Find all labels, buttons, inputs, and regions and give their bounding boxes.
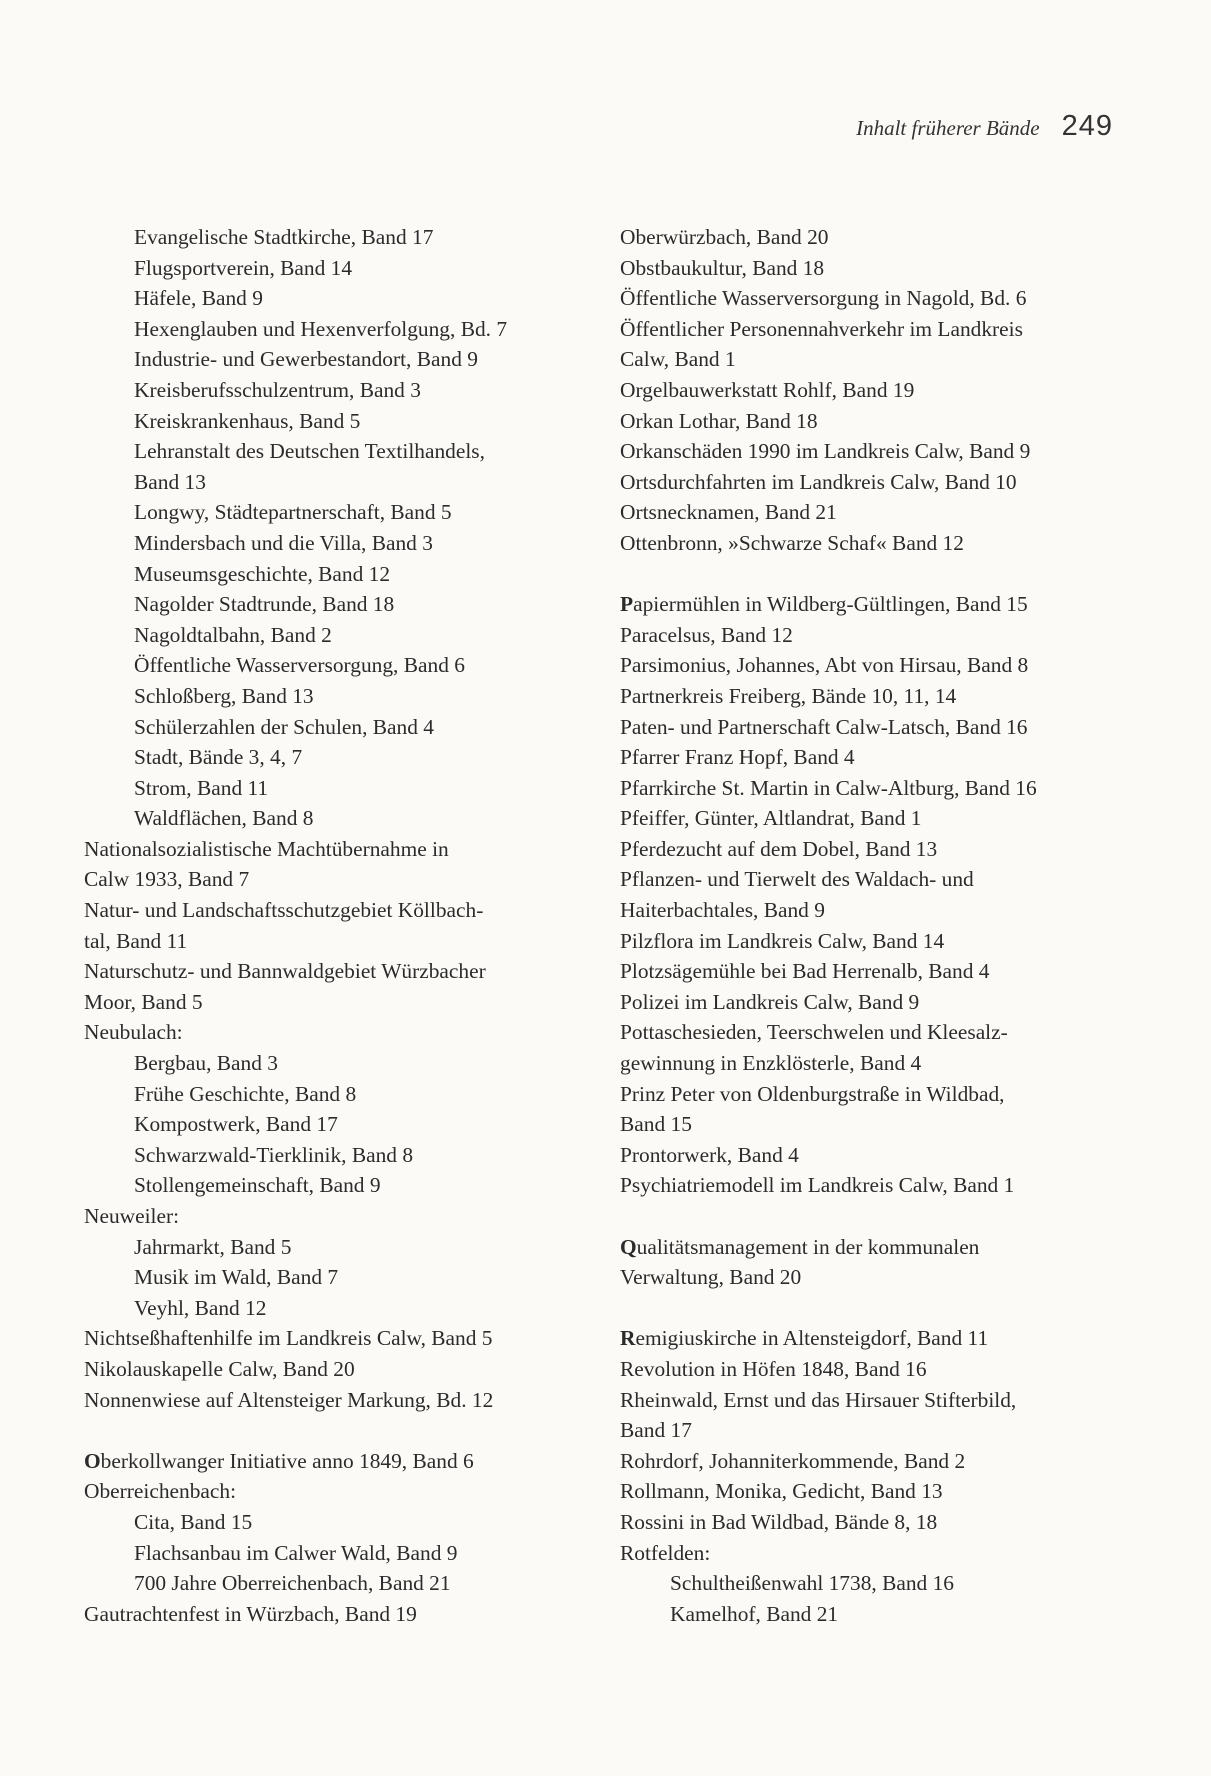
index-subentry [84, 314, 594, 345]
entry-text: Hexenglauben und Hexenverfolgung, Bd. 7 [134, 316, 508, 341]
index-subentry [84, 436, 594, 467]
entry-text: Nagolder Stadtrunde, Band 18 [134, 592, 395, 617]
index-entry [84, 1323, 594, 1354]
index-subentry [84, 1507, 594, 1538]
entry-text: Pilzflora im Landkreis Calw, Band 14 [620, 928, 945, 953]
index-subentry [84, 1568, 594, 1599]
index-entry [620, 1507, 1140, 1538]
entry-text: Kreiskrankenhaus, Band 5 [134, 408, 361, 433]
index-subentry [84, 406, 594, 437]
entry-text: Pferdezucht auf dem Dobel, Band 13 [620, 836, 938, 861]
section-gap [84, 1415, 594, 1446]
index-entry [620, 375, 1140, 406]
entry-text: Kamelhof, Band 21 [670, 1601, 839, 1626]
entry-text: Flachsanbau im Calwer Wald, Band 9 [134, 1540, 458, 1565]
section-initial-letter: Q [620, 1234, 637, 1259]
index-subentry [84, 620, 594, 651]
index-entry [620, 926, 1140, 957]
entry-text: Nagoldtalbahn, Band 2 [134, 622, 332, 647]
entry-text: Veyhl, Band 12 [134, 1295, 267, 1320]
index-entry [620, 1140, 1140, 1171]
index-entry [84, 1017, 594, 1048]
entry-text: Kreisberufsschulzentrum, Band 3 [134, 377, 421, 402]
index-entry [84, 926, 594, 957]
index-subentry [84, 1048, 594, 1079]
entry-text: Paracelsus, Band 12 [620, 622, 793, 647]
running-title: Inhalt früherer Bände [856, 116, 1040, 140]
index-entry [84, 895, 594, 926]
entry-text: Longwy, Städtepartnerschaft, Band 5 [134, 500, 452, 525]
entry-text: Ortsdurchfahrten im Landkreis Calw, Band 10 [620, 469, 1017, 494]
index-entry [620, 803, 1140, 834]
entry-text: Nichtseßhaftenhilfe im Landkreis Calw, Band 5 [84, 1326, 493, 1351]
entry-text: Prinz Peter von Oldenburgstraße in Wildbad, [620, 1081, 1005, 1106]
entry-text: Psychiatriemodell im Landkreis Calw, Band 1 [620, 1173, 1015, 1198]
entry-text: Revolution in Höfen 1848, Band 16 [620, 1356, 927, 1381]
entry-text: Nonnenwiese auf Altensteiger Markung, Bd. 12 [84, 1387, 494, 1412]
index-entry [620, 1262, 1140, 1293]
entry-text: Pfarrer Franz Hopf, Band 4 [620, 745, 855, 770]
entry-text: Rheinwald, Ernst und das Hirsauer Stifterbild, [620, 1387, 1017, 1412]
index-subentry [84, 589, 594, 620]
index-entry [620, 712, 1140, 743]
index-entry [620, 1354, 1140, 1385]
entry-text: Calw, Band 1 [620, 347, 736, 372]
entry-text: Mindersbach und die Villa, Band 3 [134, 530, 433, 555]
entry-text: gewinnung in Enzklösterle, Band 4 [620, 1051, 922, 1076]
entry-text: Kompostwerk, Band 17 [134, 1112, 338, 1137]
entry-text: Paten- und Partnerschaft Calw-Latsch, Band 16 [620, 714, 1028, 739]
index-subentry [84, 650, 594, 681]
index-entry [84, 1599, 594, 1630]
index-subentry [84, 1170, 594, 1201]
entry-text: Pottaschesieden, Teerschwelen und Kleesalz- [620, 1020, 1008, 1045]
entry-text: Oberreichenbach: [84, 1479, 237, 1504]
index-entry [620, 1415, 1140, 1446]
index-column-right [620, 222, 1140, 1629]
index-entry [620, 1476, 1140, 1507]
entry-text: Öffentlicher Personennahverkehr im Landkreis [620, 316, 1023, 341]
entry-text: Cita, Band 15 [134, 1509, 253, 1534]
section-initial-letter: R [620, 1326, 636, 1351]
index-entry [620, 406, 1140, 437]
index-subentry [84, 1140, 594, 1171]
index-entry [620, 1079, 1140, 1110]
index-entry [620, 467, 1140, 498]
entry-text: Nikolauskapelle Calw, Band 20 [84, 1356, 355, 1381]
entry-text: Rohrdorf, Johanniterkommende, Band 2 [620, 1448, 966, 1473]
entry-text: Pfarrkirche St. Martin in Calw-Altburg, Band 16 [620, 775, 1037, 800]
index-subentry [84, 1293, 594, 1324]
index-subentry [620, 1568, 1140, 1599]
index-entry [84, 834, 594, 865]
index-subentry [84, 773, 594, 804]
index-entry [620, 650, 1140, 681]
entry-text: 700 Jahre Oberreichenbach, Band 21 [134, 1571, 451, 1596]
index-subentry [84, 497, 594, 528]
index-subentry [84, 1232, 594, 1263]
entry-text: Haiterbachtales, Band 9 [620, 898, 825, 923]
running-header [856, 110, 1113, 143]
index-entry [620, 497, 1140, 528]
entry-text: Musik im Wald, Band 7 [134, 1265, 339, 1290]
index-entry [620, 253, 1140, 284]
index-entry [84, 1476, 594, 1507]
index-entry [620, 864, 1140, 895]
index-entry [620, 436, 1140, 467]
index-entry [620, 956, 1140, 987]
index-entry [620, 222, 1140, 253]
index-subentry [84, 1109, 594, 1140]
entry-text: Band 13 [134, 469, 206, 494]
entry-text: Evangelische Stadtkirche, Band 17 [134, 225, 434, 249]
entry-text: Pfeiffer, Günter, Altlandrat, Band 1 [620, 806, 922, 831]
index-entry [620, 1323, 1140, 1354]
section-initial-letter: O [84, 1448, 101, 1473]
entry-text: emigiuskirche in Altensteigdorf, Band 11 [635, 1326, 989, 1351]
index-subentry [84, 742, 594, 773]
entry-text: Parsimonius, Johannes, Abt von Hirsau, Band 8 [620, 653, 1029, 678]
entry-text: Stadt, Bände 3, 4, 7 [134, 745, 303, 770]
index-entry [84, 956, 594, 987]
entry-text: Lehranstalt des Deutschen Textilhandels, [134, 439, 485, 464]
entry-text: Rossini in Bad Wildbad, Bände 8, 18 [620, 1509, 938, 1534]
entry-text: Prontorwerk, Band 4 [620, 1142, 799, 1167]
entry-text: Schloßberg, Band 13 [134, 683, 314, 708]
index-entry [620, 1446, 1140, 1477]
entry-text: Orkan Lothar, Band 18 [620, 408, 818, 433]
entry-text: Partnerkreis Freiberg, Bände 10, 11, 14 [620, 683, 957, 708]
entry-text: Schultheißenwahl 1738, Band 16 [670, 1571, 954, 1596]
entry-text: Bergbau, Band 3 [134, 1051, 278, 1076]
index-subentry [84, 1262, 594, 1293]
entry-text: Calw 1933, Band 7 [84, 867, 250, 892]
section-gap [620, 1293, 1140, 1324]
index-subentry [620, 1599, 1140, 1630]
section-gap [620, 559, 1140, 590]
index-entry [620, 1170, 1140, 1201]
entry-text: Natur- und Landschaftsschutzgebiet Köllbach- [84, 898, 484, 923]
index-entry [620, 773, 1140, 804]
entry-text: Strom, Band 11 [134, 775, 269, 800]
index-entry [620, 834, 1140, 865]
index-subentry [84, 681, 594, 712]
index-entry [620, 528, 1140, 559]
entry-text: Orkanschäden 1990 im Landkreis Calw, Band 9 [620, 439, 1031, 464]
index-entry [620, 1385, 1140, 1416]
entry-text: Obstbaukultur, Band 18 [620, 255, 825, 280]
entry-text: Moor, Band 5 [84, 989, 203, 1014]
index-entry [620, 1017, 1140, 1048]
section-initial-letter: P [620, 592, 634, 617]
entry-text: Neubulach: [84, 1020, 183, 1045]
index-entry [620, 742, 1140, 773]
entry-text: Frühe Geschichte, Band 8 [134, 1081, 357, 1106]
index-entry [620, 1538, 1140, 1569]
entry-text: Jahrmarkt, Band 5 [134, 1234, 292, 1259]
entry-text: Band 17 [620, 1418, 692, 1443]
entry-text: Band 15 [620, 1112, 692, 1137]
index-subentry [84, 344, 594, 375]
entry-text: Naturschutz- und Bannwaldgebiet Würzbacher [84, 959, 486, 984]
index-entry [620, 344, 1140, 375]
entry-text: Stollengemeinschaft, Band 9 [134, 1173, 381, 1198]
index-subentry [84, 559, 594, 590]
entry-text: Plotzsägemühle bei Bad Herrenalb, Band 4 [620, 959, 990, 984]
entry-text: Verwaltung, Band 20 [620, 1265, 802, 1290]
entry-text: tal, Band 11 [84, 928, 188, 953]
index-entry [620, 681, 1140, 712]
entry-text: Nationalsozialistische Machtübernahme in [84, 836, 449, 861]
entry-text: Öffentliche Wasserversorgung in Nagold, Bd. 6 [620, 286, 1027, 311]
page-number: 249 [1061, 110, 1113, 142]
index-subentry [84, 253, 594, 284]
index-entry [84, 987, 594, 1018]
entry-text: Schwarzwald-Tierklinik, Band 8 [134, 1142, 414, 1167]
index-entry [84, 864, 594, 895]
index-entry [84, 1354, 594, 1385]
index-subentry [84, 803, 594, 834]
section-gap [620, 1201, 1140, 1232]
index-subentry [84, 1538, 594, 1569]
index-entry [620, 895, 1140, 926]
index-subentry [84, 528, 594, 559]
index-entry [620, 283, 1140, 314]
entry-text: berkollwanger Initiative anno 1849, Band 6 [100, 1448, 474, 1473]
index-entry [620, 620, 1140, 651]
entry-text: Häfele, Band 9 [134, 286, 263, 311]
entry-text: Polizei im Landkreis Calw, Band 9 [620, 989, 920, 1014]
index-entry [620, 314, 1140, 345]
entry-text: Orgelbauwerkstatt Rohlf, Band 19 [620, 377, 915, 402]
entry-text: Museumsgeschichte, Band 12 [134, 561, 391, 586]
index-entry [84, 1201, 594, 1232]
entry-text: Rotfelden: [620, 1540, 711, 1565]
index-subentry [84, 283, 594, 314]
entry-text: Industrie- und Gewerbestandort, Band 9 [134, 347, 478, 372]
index-subentry [84, 712, 594, 743]
entry-text: Ottenbronn, »Schwarze Schaf« Band 12 [620, 530, 964, 555]
index-entry [620, 589, 1140, 620]
index-entry [620, 1232, 1140, 1263]
index-subentry [84, 375, 594, 406]
entry-text: Flugsportverein, Band 14 [134, 255, 353, 280]
entry-text: apiermühlen in Wildberg-Gültlingen, Band 15 [633, 592, 1028, 617]
entry-text: Pflanzen- und Tierwelt des Waldach- und [620, 867, 974, 892]
index-column-left [84, 222, 594, 1629]
entry-text: Waldflächen, Band 8 [134, 806, 314, 831]
index-entry [620, 987, 1140, 1018]
entry-text: Schülerzahlen der Schulen, Band 4 [134, 714, 434, 739]
entry-text: Gautrachtenfest in Würzbach, Band 19 [84, 1601, 417, 1626]
entry-text: Ortsnecknamen, Band 21 [620, 500, 837, 525]
entry-text: Oberwürzbach, Band 20 [620, 225, 829, 249]
entry-text: Rollmann, Monika, Gedicht, Band 13 [620, 1479, 943, 1504]
index-entry [620, 1109, 1140, 1140]
entry-text: Neuweiler: [84, 1204, 180, 1228]
index-entry [620, 1048, 1140, 1079]
entry-text: Öffentliche Wasserversorgung, Band 6 [134, 653, 465, 678]
entry-text: ualitätsmanagement in der kommunalen [636, 1234, 980, 1259]
index-entry [84, 1385, 594, 1416]
index-subentry [84, 467, 594, 498]
index-entry [84, 1446, 594, 1477]
index-subentry [84, 1079, 594, 1110]
index-subentry [84, 222, 594, 253]
